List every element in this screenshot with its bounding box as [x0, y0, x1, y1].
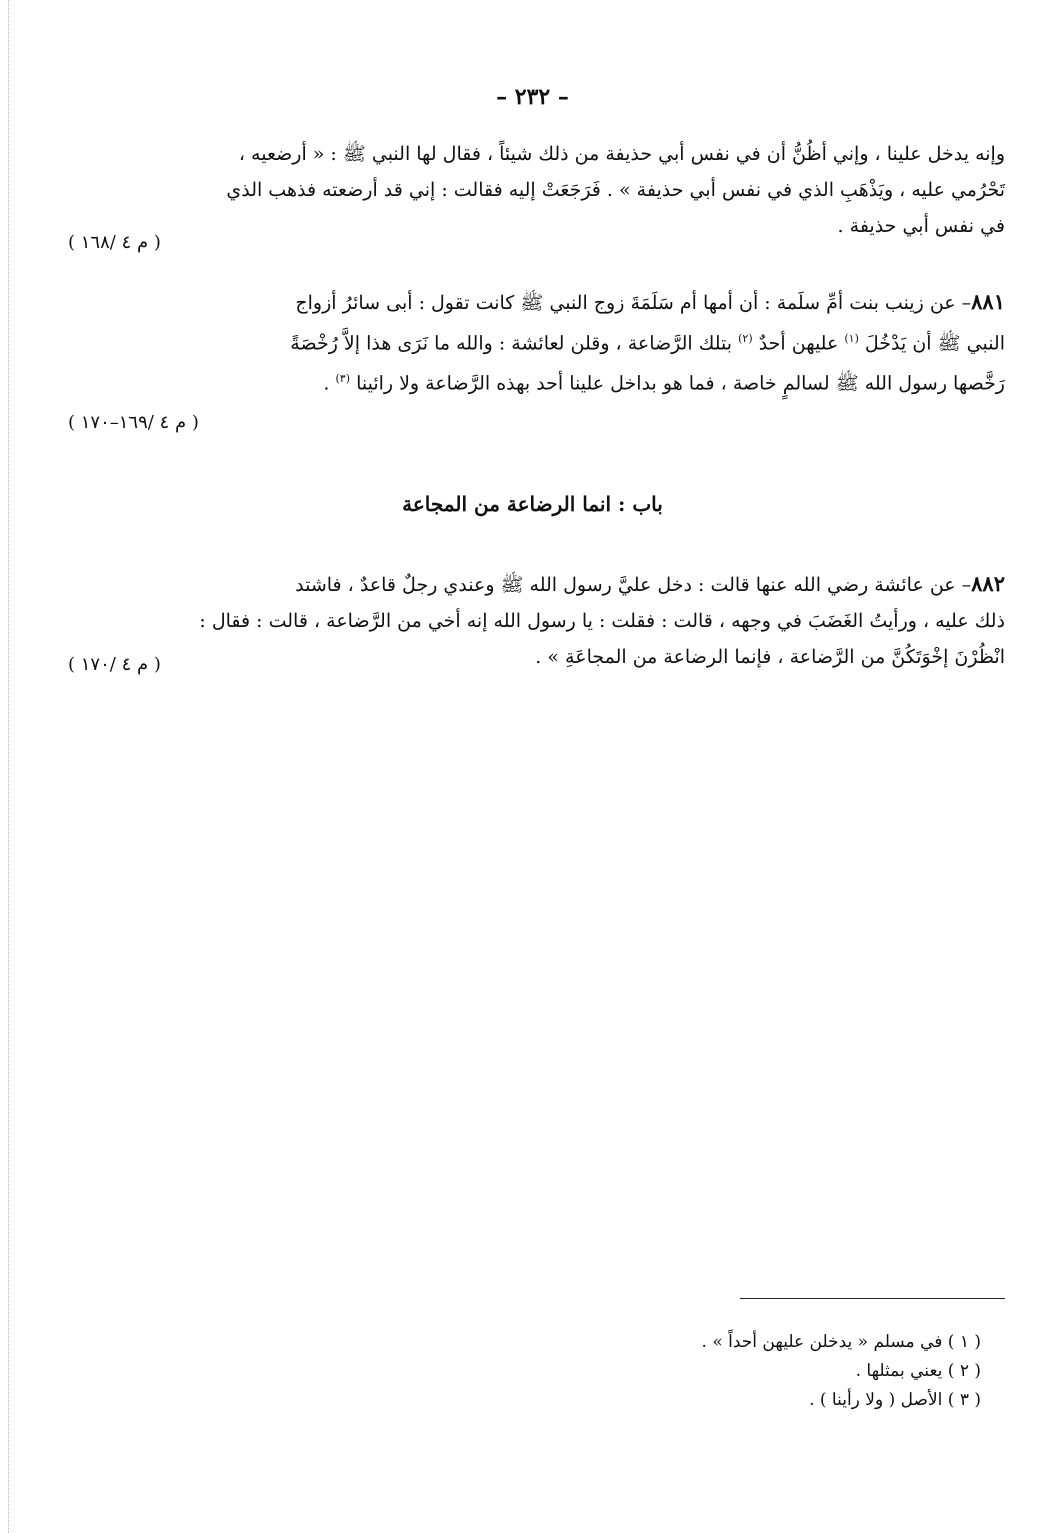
- hadith-881: [60, 284, 1005, 402]
- hadith-882: [60, 566, 1005, 675]
- text-line: [60, 321, 1005, 361]
- text-line: [60, 361, 1005, 401]
- text-line: [60, 566, 1005, 603]
- text-line: انْظُرْنَ إخْوَتَكُنَّ من الرَّضاعة ، فإنما الرضاعة من المجاعَةِ » .: [535, 646, 1005, 668]
- source-reference: ( م ٤ /١٦٨ ): [68, 232, 161, 253]
- source-reference: ( م ٤ /١٦٩–١٧٠ ): [68, 412, 199, 433]
- footnote-mark: (١): [844, 332, 859, 345]
- document-page: [60, 0, 1005, 1533]
- text-line: [60, 284, 1005, 321]
- page-edge-line: [8, 0, 9, 1533]
- footnote-mark: (٣): [335, 372, 351, 386]
- text-segment: – عن عائشة رضي الله عنها قالت : دخل عليَّ رسول الله ﷺ وعندي رجلٌ قاعدٌ ، فاشتد: [295, 574, 972, 596]
- source-reference: ( م ٤ /١٧٠ ): [68, 654, 161, 675]
- text-line: في نفس أبي حذيفة .: [837, 215, 1005, 237]
- page-number: – ٢٣٢ –: [496, 84, 569, 110]
- text-segment: النبي ﷺ أن يَدْخُلَ: [864, 332, 1005, 355]
- footnote: ( ٢ ) يعني بمثلها .: [855, 1361, 981, 1381]
- hadith-number: ٨٨١: [971, 289, 1005, 314]
- text-line: تَحْرُمي عليه ، ويَذْهَبِ الذي في نفس أبي حذيفة » . فَرَجَعَتْ إليه فقالت : إني قد أرضعته فذهب الذي: [226, 179, 1005, 201]
- hadith-number: ٨٨٢: [971, 571, 1005, 596]
- chapter-title: باب : انما الرضاعة من المجاعة: [402, 492, 663, 516]
- footnote-divider: [740, 1298, 1005, 1299]
- text-segment: .: [323, 372, 330, 395]
- footnote: ( ٣ ) الأصل ( ولا رأينا ) .: [809, 1390, 981, 1410]
- intro-paragraph: [60, 136, 1005, 244]
- text-line: وإنه يدخل علينا ، وإني أظُنُّ أن في نفس أبي حذيفة من ذلك شيئاً ، فقال لها النبي ﷺ : « أرضعيه ،: [238, 143, 1005, 165]
- text-segment: – عن زينب بنت أمِّ سلَمة : أن أمها أم سَلَمَةَ زوج النبي ﷺ كانت تقول : أبى سائرُ أزواج: [295, 292, 972, 314]
- footnotes: [381, 1328, 981, 1415]
- footnote: ( ١ ) في مسلم « يدخلن عليهن أحداً » .: [701, 1332, 981, 1352]
- text-segment: بتلك الرَّضاعة ، وقلن لعائشة : والله ما نَرَى هذا إلاَّ رُخْصَةً: [290, 332, 733, 355]
- text-segment: رَخَّصها رسول الله ﷺ لسالمٍ خاصة ، فما هو بداخل علينا أحد بهذه الرَّضاعة ولا رائينا: [356, 372, 1005, 395]
- footnote-mark: (٢): [738, 332, 753, 345]
- text-line: ذلك عليه ، ورأيتُ الغَضَبَ في وجهه ، قالت : فقلت : يا رسول الله إنه أخي من الرَّضاعة ، قالت : فقال :: [199, 610, 1005, 632]
- text-segment: عليهن أحدٌ: [758, 332, 839, 355]
